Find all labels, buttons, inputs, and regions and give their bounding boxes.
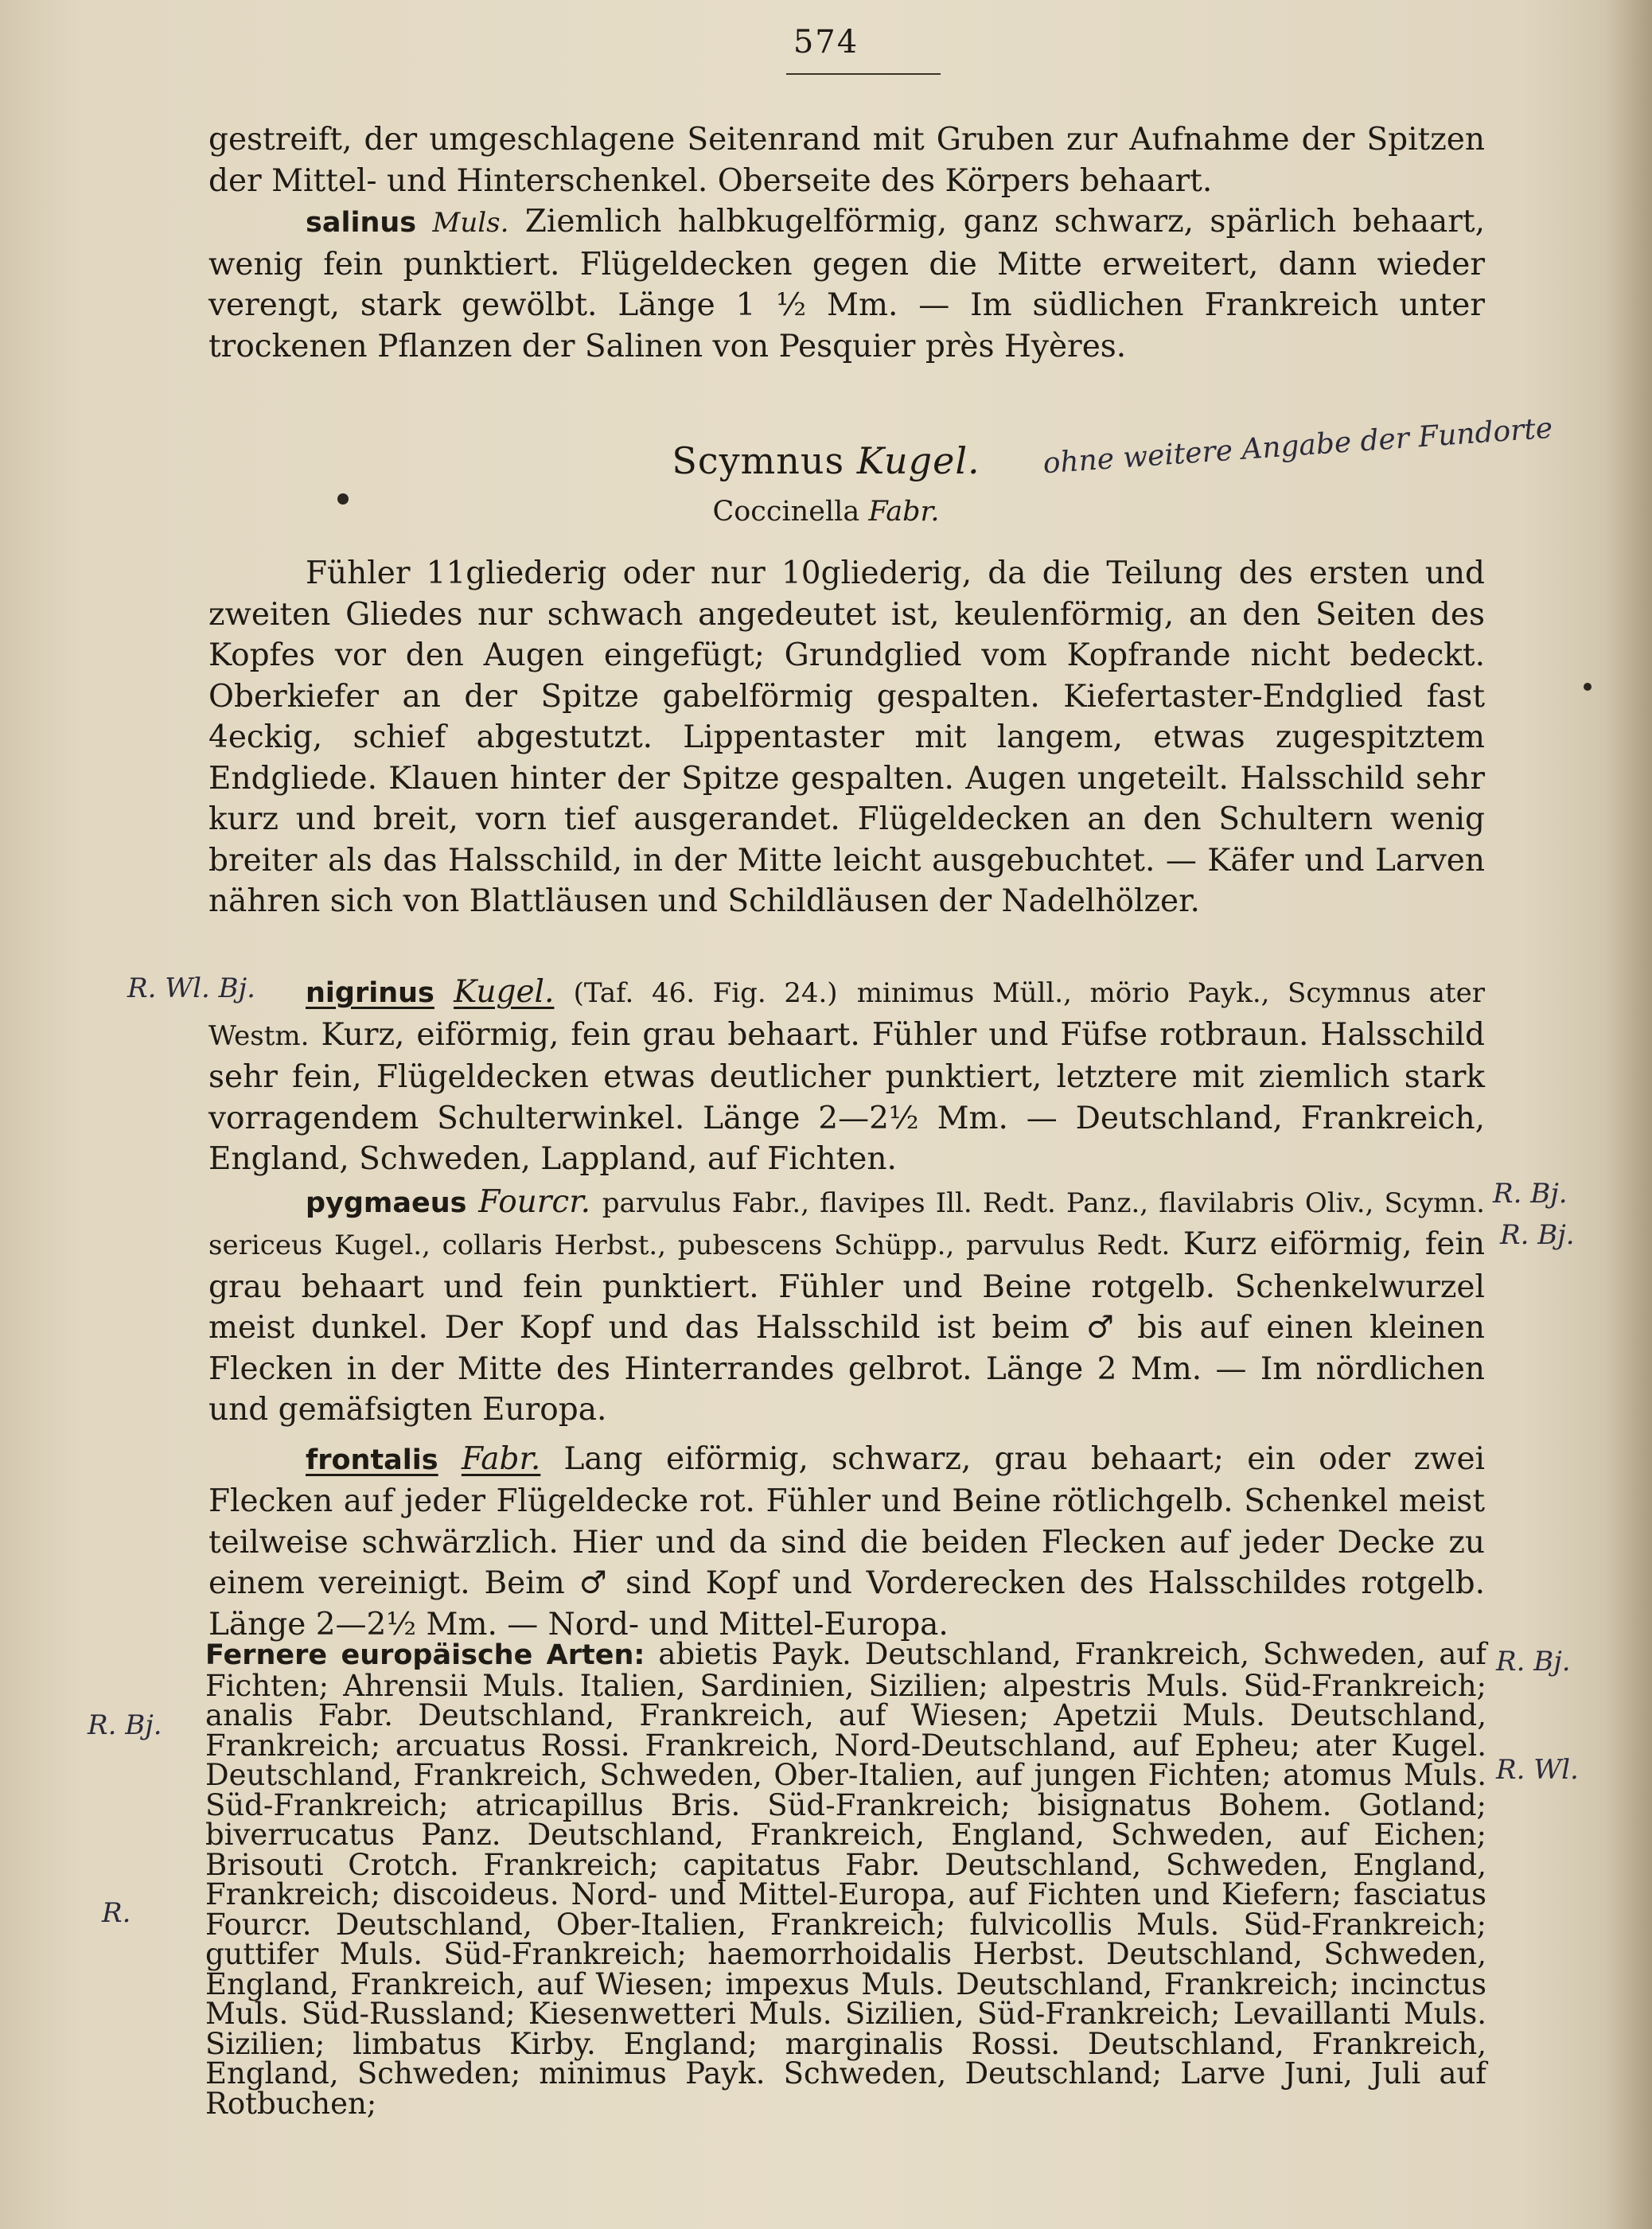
- genus-synonym-name: Coccinella: [712, 496, 860, 528]
- genus-description-text: Fühler 11gliederig oder nur 10gliederig, da die Teilung des ersten und zweiten Gliedes nur schwach angedeutet ist, keulenförmig, an den Seiten des Kopfes vor den Augen eingefügt; Grundglied vom Kopfrande nicht bedeckt. Oberkiefer an der Spitze gabelförmig gespalten. Kiefertaster-Endglied fast 4eckig, schief abgestutzt. Lippentaster mit langem, etwas zugespitztem Endgliede. Klauen hinter der Spitze gespalten. Augen ungeteilt. Halsschild sehr kurz und breit, vorn tief ausgerandet. Flügeldecken an den Schultern wenig breiter als das Halsschild, in der Mitte leicht ausgebuchtet. — Käfer und Larven nähren sich von Blattläusen und Schildläusen der Nadelhölzer.: [208, 555, 1485, 919]
- species-author: Kugel.: [454, 974, 555, 1010]
- species-author: Fourcr.: [478, 1183, 591, 1220]
- ink-dot: [1584, 683, 1592, 691]
- salinus-entry: [208, 201, 1485, 367]
- handwritten-margin-note: R. Bj.: [1496, 1646, 1571, 1678]
- species-description: Lang eiförmig, schwarz, grau behaart; ein oder zwei Flecken auf jeder Flügeldecke rot. Fühler und Beine rötlichgelb. Schenkel meist teilweise schwärzlich. Hier und da sind die beiden Flecken auf jeder Decke zu einem vereinigt. Beim ♂ sind Kopf und Vorderecken des Halsschildes rotgelb. Länge 2—2½ Mm. — Nord- und Mittel-Europa.: [208, 1440, 1485, 1643]
- species-author: Muls.: [432, 207, 509, 239]
- section-further-species: [205, 1637, 1487, 2121]
- genus-description: [208, 553, 1485, 922]
- frontalis-entry: [208, 1439, 1485, 1646]
- species-author: Fabr.: [461, 1440, 541, 1477]
- handwritten-margin-note: R.: [102, 1897, 131, 1929]
- section-top: [208, 119, 1485, 367]
- handwritten-margin-note: R. Wl.: [1496, 1754, 1579, 1786]
- section-species: [208, 972, 1485, 1645]
- handwritten-margin-note: R. Wl. Bj.: [127, 972, 255, 1004]
- section-genus-description: [208, 553, 1485, 922]
- handwritten-margin-note: R. Bj.: [1493, 1178, 1568, 1210]
- further-species-text: abietis Payk. Deutschland, Frankreich, Schweden, auf Fichten; Ahrensii Muls. Italien, Sardinien, Sizilien; alpestris Muls. Süd-Frankreich; analis Fabr. Deutschland, Frankreich, auf Wiesen; Apetzii Muls. Deutschland, Frankreich; arcuatus Rossi. Frankreich, Nord-Deutschland, auf Epheu; ater Kugel. Deutschland, Frankreich, Schweden, Ober-Italien, auf jungen Fichten; atomus Muls. Süd-Frankreich; atricapillus Bris. Süd-Frankreich; bisignatus Bohem. Gotland; biverrucatus Panz. Deutschland, Frankreich, England, Schweden, auf Eichen; Brisouti Crotch. Frankreich; capitatus Fabr. Deutschland, Schweden, England, Frankreich; discoideus. Nord- und Mittel-Europa, auf Fichten und Kiefern; fasciatus Fourcr. Deutschland, Ober-Italien, Frankreich; fulvicollis Muls. Süd-Frankreich; guttifer Muls. Süd-Frankreich; haemorrhoidalis Herbst. Deutschland, Schweden, England, Frankreich, auf Wiesen; impexus Muls. Deutschland, Frankreich; incinctus Muls. Süd-Russland; Kiesenwetteri Muls. Sizilien, Süd-Frankreich; Levaillanti Muls. Sizilien; limbatus Kirby. England; marginalis Rossi. Deutschland, Frankreich, England, Schweden; minimus Payk. Schweden, Deutschland; Larve Juni, Juli auf Rotbuchen;: [205, 1637, 1487, 2121]
- page-spine-shadow: [1606, 0, 1652, 2229]
- species-name: nigrinus: [306, 977, 434, 1009]
- pygmaeus-entry: [208, 1182, 1485, 1431]
- ink-dot: [337, 493, 349, 505]
- species-name: pygmaeus: [306, 1187, 467, 1219]
- plate-reference: (Taf. 46. Fig. 24.): [573, 977, 838, 1009]
- genus-author: Kugel.: [856, 439, 980, 482]
- further-species-list: [205, 1637, 1487, 2121]
- species-synonyms: minimus Müll., mörio Payk., Scymnus ater Westm.: [208, 977, 1485, 1052]
- genus-name: Scymnus: [672, 439, 845, 482]
- handwritten-margin-note: R. Bj.: [1500, 1219, 1575, 1251]
- further-species-label: Fernere europäische Arten:: [205, 1639, 645, 1671]
- species-description: Ziemlich halbkugelförmig, ganz schwarz, spärlich behaart, wenig fein punktiert. Flügeldecken gegen die Mitte erweitert, dann wieder verengt, stark gewölbt. Länge 1 ½ Mm. — Im südlichen Frankreich unter trockenen Pflanzen der Salinen von Pesquier près Hyères.: [208, 204, 1485, 364]
- species-name: frontalis: [306, 1444, 438, 1476]
- genus-synonym-author: Fabr.: [868, 496, 940, 528]
- intro-paragraph: gestreift, der umgeschlagene Seitenrand mit Gruben zur Aufnahme der Spitzen der Mittel- und Hinterschenkel. Oberseite des Körpers behaart.: [208, 122, 1485, 199]
- handwritten-margin-note: R. Bj.: [88, 1709, 162, 1741]
- species-name: salinus: [306, 207, 417, 239]
- species-description: Kurz, eiförmig, fein grau behaart. Fühler und Füfse rotbraun. Halsschild sehr fein, Flügeldecken etwas deutlicher punktiert, letztere mit ziemlich stark vorragendem Schulterwinkel. Länge 2—2½ Mm. — Deutschland, Frankreich, England, Schweden, Lappland, auf Fichten.: [208, 1016, 1485, 1177]
- genus-synonym: [0, 496, 1652, 528]
- nigrinus-entry: [208, 972, 1485, 1180]
- handwritten-genus-note: ohne weitere Angabe der Fundorte: [1042, 411, 1554, 481]
- page-number-rule: [786, 73, 941, 75]
- species-synonyms: parvulus Fabr., flavipes Ill. Redt. Panz., flavilabris Oliv., Scymn. sericeus Kugel., collaris Herbst., pubescens Schüpp., parvulus Redt.: [208, 1187, 1485, 1261]
- species-description: Kurz eiförmig, fein grau behaart und fein punktiert. Fühler und Beine rotgelb. Schenkelwurzel meist dunkel. Der Kopf und das Halsschild ist beim ♂ bis auf einen kleinen Flecken in der Mitte des Hinterrandes gelbrot. Länge 2 Mm. — Im nördlichen und gemäfsigten Europa.: [208, 1226, 1485, 1428]
- page-number: 574: [793, 24, 859, 60]
